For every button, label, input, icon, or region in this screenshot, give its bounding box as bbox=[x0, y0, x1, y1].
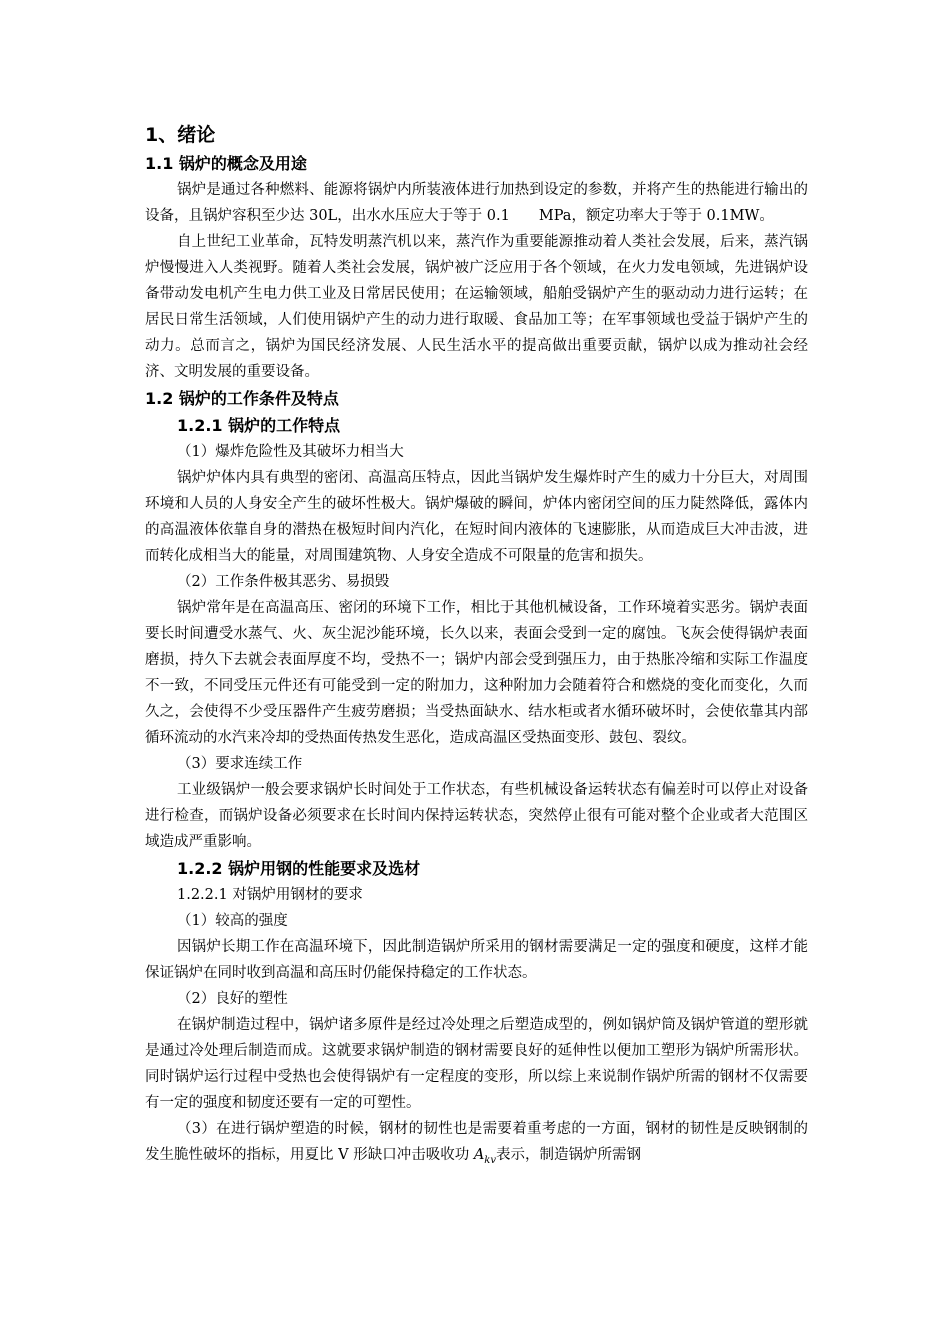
section-heading-1-1: 1.1 锅炉的概念及用途 bbox=[145, 154, 307, 173]
symbol-subscript: kv bbox=[484, 1154, 497, 1166]
paragraph: 工业级锅炉一般会要求锅炉长时间处于工作状态，有些机械设备运转状态有偏差时可以停止对设备进行检查，而锅炉设备必须要求在长时间内保持运转状态，突然停止很有可能对整个企业或者大范围区域造成严重影响。 bbox=[145, 782, 808, 850]
subsection-heading-1-2-2-1: 1.2.2.1 对锅炉用钢材的要求 bbox=[177, 887, 363, 903]
paragraph: 锅炉炉体内具有典型的密闭、高温高压特点，因此当锅炉发生爆炸时产生的威力十分巨大，对周围环境和人员的人身安全产生的破坏性极大。锅炉爆破的瞬间，炉体内密闭空间的压力陡然降低，露体内的高温液体依靠自身的潜热在极短时间内汽化，在短时间内液体的飞速膨胀，从而造成巨大冲击波，进而转化成相当大的能量，对周围建筑物、人身安全造成不可限量的危害和损失。 bbox=[145, 470, 808, 564]
section-heading-1-2: 1.2 锅炉的工作条件及特点 bbox=[145, 389, 339, 408]
paragraph: 因锅炉长期工作在高温环境下，因此制造锅炉所采用的钢材需要满足一定的强度和硬度，这样才能保证锅炉在同时收到高温和高压时仍能保持稳定的工作状态。 bbox=[145, 939, 808, 981]
impact-energy-symbol bbox=[473, 1147, 497, 1166]
list-item-heading: （1）较高的强度 bbox=[177, 913, 288, 929]
list-item-heading: （2）良好的塑性 bbox=[177, 991, 288, 1007]
section-heading-1-2-1: 1.2.1 锅炉的工作特点 bbox=[177, 416, 341, 435]
chapter-heading: 1、绪论 bbox=[145, 124, 216, 146]
paragraph-text: （3）在进行锅炉塑造的时候，钢材的韧性也是需要着重考虑的一方面，钢材的韧性是反映钢制的发生脆性破坏的指标，用夏比 V 形缺口冲击吸收功 bbox=[145, 1121, 808, 1163]
paragraph-text: 表示，制造锅炉所需钢 bbox=[496, 1147, 642, 1163]
paragraph: 在锅炉制造过程中，锅炉诸多原件是经过冷处理之后塑造成型的，例如锅炉筒及锅炉管道的塑形就是通过冷处理后制造而成。这就要求锅炉制造的钢材需要良好的延伸性以便加工塑形为锅炉所需形状。同时锅炉运行过程中受热也会使得锅炉有一定程度的变形，所以综上来说制作锅炉所需的钢材不仅需要有一定的强度和韧度还要有一定的可塑性。 bbox=[145, 1017, 808, 1111]
paragraph bbox=[145, 1116, 808, 1174]
list-item-heading: （3）要求连续工作 bbox=[177, 756, 303, 772]
list-item-heading: （1）爆炸危险性及其破坏力相当大 bbox=[177, 444, 404, 460]
document-page bbox=[145, 120, 808, 1174]
section-heading-1-2-2: 1.2.2 锅炉用钢的性能要求及选材 bbox=[177, 859, 421, 878]
paragraph: 锅炉常年是在高温高压、密闭的环境下工作，相比于其他机械设备，工作环境着实恶劣。锅炉表面要长时间遭受水蒸气、火、灰尘泥沙能环境，长久以来，表面会受到一定的腐蚀。飞灰会使得锅炉表面磨损，持久下去就会表面厚度不均，受热不一；锅炉内部会受到强压力，由于热胀冷缩和实际工作温度不一致，不同受压元件还有可能受到一定的附加力，这种附加力会随着符合和燃烧的变化而变化，久而久之，会使得不少受压器件产生疲劳磨损；当受热面缺水、结水柜或者水循环破坏时，会使依靠其内部循环流动的水汽来冷却的受热面传热发生恶化，造成高温区受热面变形、鼓包、裂纹。 bbox=[145, 600, 808, 746]
symbol-letter: A bbox=[473, 1147, 485, 1163]
paragraph: 锅炉是通过各种燃料、能源将锅炉内所装液体进行加热到设定的参数，并将产生的热能进行输出的设备，且锅炉容积至少达 30L，出水水压应大于等于 0.1 MPa，额定功率大于等于 0.1MW。 bbox=[145, 182, 808, 224]
list-item-heading: （2）工作条件极其恶劣、易损毁 bbox=[177, 574, 390, 590]
paragraph: 自上世纪工业革命，瓦特发明蒸汽机以来，蒸汽作为重要能源推动着人类社会发展，后来，蒸汽锅炉慢慢进入人类视野。随着人类社会发展，锅炉被广泛应用于各个领域，在火力发电领域，先进锅炉设备带动发电机产生电力供工业及日常居民使用；在运输领域，船舶受锅炉产生的驱动动力进行运转；在居民日常生活领域，人们使用锅炉产生的动力进行取暖、食品加工等；在军事领域也受益于锅炉产生的动力。总而言之，锅炉为国民经济发展、人民生活水平的提高做出重要贡献，锅炉以成为推动社会经济、文明发展的重要设备。 bbox=[145, 234, 808, 380]
